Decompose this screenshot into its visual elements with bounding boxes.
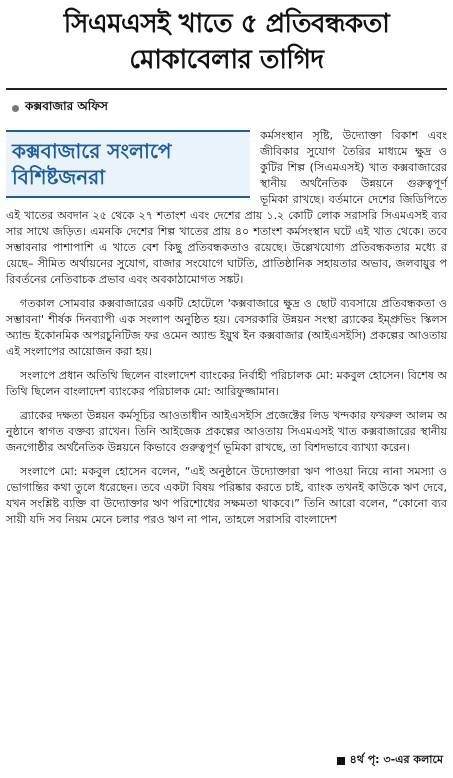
continuation-text: ৪র্থ পৃ: ৩-এর কলামে bbox=[349, 753, 443, 766]
pull-quote-line-1: কক্সবাজারে সংলাপে bbox=[12, 139, 172, 163]
headline-line-1: সিএমএসই খাতে ৫ প্রতিবন্ধকতা bbox=[63, 9, 390, 39]
paragraph-1 bbox=[6, 128, 447, 288]
pull-quote-line-2: বিশিষ্টজনরা bbox=[12, 165, 106, 189]
headline bbox=[6, 6, 447, 78]
dateline bbox=[12, 98, 447, 118]
paragraph-1-text: কর্মসংস্থান সৃষ্টি, উদ্যোক্তা বিকাশ এবং জীবিকার সুযোগ তৈরির মাধ্যমে ক্ষুদ্র ও কুটির শিল্প (সিএমএসই) খাত কক্সবাজারের স্থানীয় অর্থনৈতিক উন্নয়নে গুরুত্বপূর্ণ ভূমিকা রাখছে। বর্তমানে দেশের জিডিপিতে এই খাতের অবদান ২৫ থেকে ২৭ শতাংশ এবং দেশের প্রায় ১.২ কোটি লোক সরাসরি সিএমএসই ব্যবসার সাথে জড়িত। এমনকি দেশের শিল্প খাতের প্রায় ৪০ শতাংশ কর্মসংস্থান ঘটে এই খাত থেকে। তবে সম্ভাবনার পাশাপাশি এ খাতে বেশ কিছু প্রতিবন্ধকতাও রয়েছে। উল্লেখযোগ্য প্রতিবন্ধকতার মধ্যে রয়েছে– সীমিত অর্থায়নের সুযোগ, বাজার সংযোগে ঘাটতি, প্রাতিষ্ঠানিক সহায়তার অভাব, জলবায়ুর পরিবর্তনের নেতিবাচক প্রভাব এবং অবকাঠামোগত সঙ্কট। bbox=[6, 129, 447, 286]
headline-line-2: মোকাবেলার তাগিদ bbox=[129, 45, 324, 75]
headline-rule bbox=[6, 88, 447, 90]
paragraph-5: সংলাপে মো: মকবুল হোসেন বলেন, “এই অনুষ্ঠানে উদ্যোক্তারা ঋণ পাওয়া নিয়ে নানা সমস্যা ও ভোগান্তির কথা তুলে ধরেছেন। তবে একটা বিষয় পরিষ্কার করতে চাই, ব্যাংক তখনই কাউকে ঋণ দেবে, যখন সংশ্লিষ্ট ব্যক্তি বা উদ্যোক্তার ঋণ পরিশোধের সক্ষমতা থাকবে।” তিনি আরো বলেন, “কোনো ব্যবসায়ী যদি সব নিয়ম মেনে চলার পরও ঋণ না পান, তাহলে সরাসরি বাংলাদেশ bbox=[6, 465, 447, 526]
continuation-note bbox=[337, 751, 443, 770]
pull-quote bbox=[6, 130, 250, 198]
dateline-text: কক্সবাজার অফিস bbox=[25, 99, 108, 113]
paragraph-2: গতকাল সোমবার কক্সবাজারের একটি হোটেলে 'কক্সবাজারে ক্ষুদ্র ও ছোট ব্যবসায়ে প্রতিবন্ধকতা ও সম্ভাবনা' শীর্ষক দিনব্যাপী এক সংলাপ অনুষ্ঠিত হয়। বেসরকারি উন্নয়ন সংস্থা ব্র্যাকের ইম্প্রুভিং স্কিলস অ্যান্ড ইকোনমিক অপরচুনিটিজ ফর ওমেন অ্যান্ড ইয়ুথ ইন কক্সবাজার (আইএসইসি) প্রকল্পের আওতায় এই সংলাপের আয়োজন করা হয়। bbox=[6, 297, 447, 358]
square-bullet-icon bbox=[337, 757, 345, 765]
bullet-dot-icon bbox=[12, 105, 19, 112]
paragraph-4: ব্র্যাকের দক্ষতা উন্নয়ন কর্মসূচির আওতাধীন আইএসইসি প্রজেক্টের লিড খন্দকার ফখরুল আলম অনুষ্ঠানে স্বাগত বক্তব্য রাখেন। তিনি আইজেক প্রকল্পের আওতায় সিএমএসই খাত কক্সবাজারের স্থানীয় জনগোষ্ঠীর অর্থনৈতিক উন্নয়নে কিভাবে গুরুত্বপূর্ণ ভূমিকা রাখছে, তা বিশদভাবে ব্যাখ্যা করেন। bbox=[6, 409, 447, 454]
article-body bbox=[6, 128, 447, 528]
paragraph-3: সংলাপে প্রধান অতিথি ছিলেন বাংলাদেশ ব্যাংকের নির্বাহী পরিচালক মো: মকবুল হোসেন। বিশেষ অতিথি ছিলেন বাংলাদেশ ব্যাংকের পরিচালক মো: আরিফুজ্জামান। bbox=[6, 369, 447, 398]
